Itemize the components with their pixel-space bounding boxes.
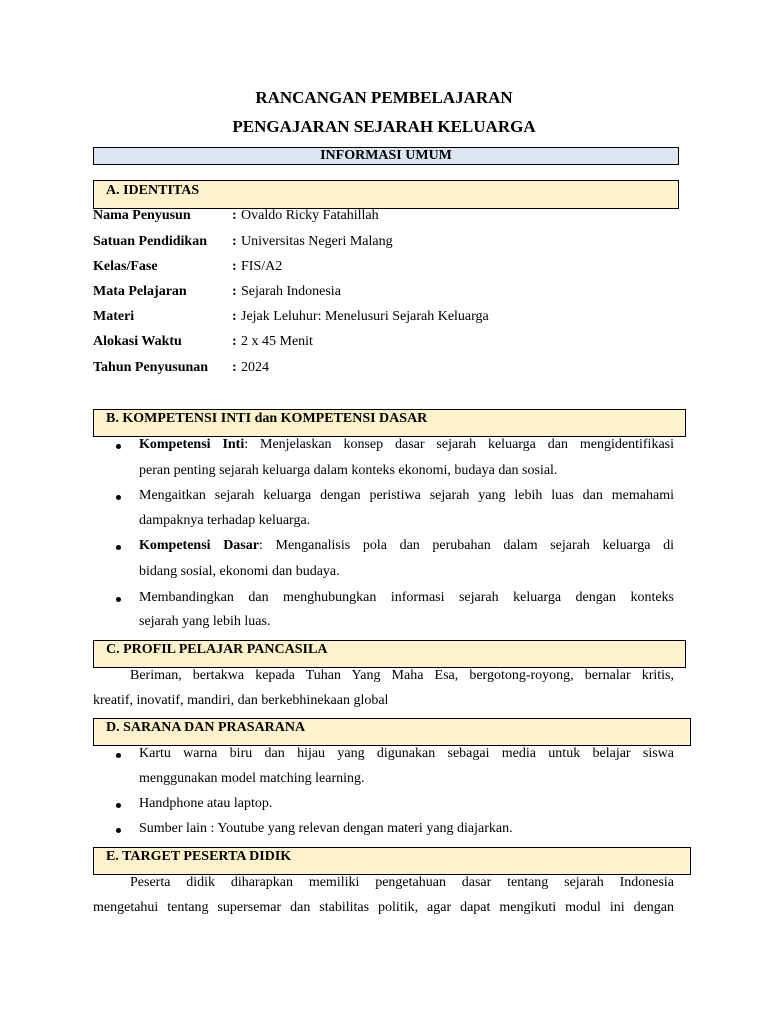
- competency-inti-text: : Menjelaskan konsep dasar sejarah keluarga dan mengidentifikasi: [244, 437, 674, 452]
- target-text: Peserta didik diharapkan memiliki pengetahuan dasar tentang sejarah Indonesia: [130, 875, 674, 890]
- identity-row: [93, 259, 693, 279]
- identity-value: Sejarah Indonesia: [241, 284, 341, 299]
- identity-row: [93, 208, 693, 228]
- bullet-icon: [116, 444, 121, 449]
- identity-colon: :: [232, 259, 237, 274]
- identity-value: Universitas Negeri Malang: [241, 234, 393, 249]
- identity-label: Mata Pelajaran: [93, 284, 187, 299]
- bullet-icon: [116, 803, 121, 808]
- identity-label: Materi: [93, 309, 135, 324]
- competency-dasar-label: Kompetensi Dasar: [139, 538, 259, 553]
- target-text-cont: mengetahui tentang supersemar dan stabilitas politik, agar dapat mengikuti modul ini dengan: [93, 900, 674, 915]
- competency-text-cont: dampaknya terhadap keluarga.: [139, 513, 311, 528]
- section-e-header: E. TARGET PESERTA DIDIK: [93, 847, 691, 875]
- competency-text: [139, 538, 674, 554]
- sarana-item: Kartu warna biru dan hijau yang digunakan sebagai media untuk belajar siswa: [139, 746, 674, 761]
- section-c-header: C. PROFIL PELAJAR PANCASILA: [93, 640, 686, 668]
- competency-text: Membandingkan dan menghubungkan informasi sejarah keluarga dengan konteks: [139, 590, 674, 605]
- identity-value: 2024: [241, 360, 269, 375]
- info-umum-header: INFORMASI UMUM: [93, 147, 679, 165]
- profil-text-cont: kreatif, inovatif, mandiri, dan berkebhinekaan global: [93, 693, 389, 708]
- competency-dasar-text-cont: bidang sosial, ekonomi dan budaya.: [139, 564, 340, 579]
- identity-colon: :: [232, 334, 237, 349]
- section-b-header: B. KOMPETENSI INTI dan KOMPETENSI DASAR: [93, 409, 686, 437]
- identity-value: Jejak Leluhur: Menelusuri Sejarah Keluarga: [241, 309, 489, 324]
- identity-row: [93, 360, 693, 380]
- bullet-icon: [116, 495, 121, 500]
- identity-label: Satuan Pendidikan: [93, 234, 207, 249]
- competency-text: Mengaitkan sejarah keluarga dengan peristiwa sejarah yang lebih luas dan memahami: [139, 488, 674, 503]
- section-d-header: D. SARANA DAN PRASARANA: [93, 718, 691, 746]
- profil-text: Beriman, bertakwa kepada Tuhan Yang Maha Esa, bergotong-royong, bernalar kritis,: [130, 668, 674, 683]
- identity-colon: :: [232, 208, 237, 223]
- identity-value: Ovaldo Ricky Fatahillah: [241, 208, 379, 223]
- competency-inti-text-cont: peran penting sejarah keluarga dalam konteks ekonomi, budaya dan sosial.: [139, 463, 558, 478]
- sarana-item-cont: menggunakan model matching learning.: [139, 771, 365, 786]
- identity-label: Tahun Penyusunan: [93, 360, 209, 375]
- section-a-header: A. IDENTITAS: [93, 180, 679, 209]
- identity-row: [93, 284, 693, 304]
- competency-text-cont: sejarah yang lebih luas.: [139, 614, 271, 629]
- bullet-icon: [116, 753, 121, 758]
- sarana-item: Sumber lain : Youtube yang relevan dengan materi yang diajarkan.: [139, 821, 513, 836]
- competency-dasar-text: : Menganalisis pola dan perubahan dalam sejarah keluarga di: [258, 538, 674, 553]
- identity-label: Nama Penyusun: [93, 208, 191, 223]
- identity-label: Alokasi Waktu: [93, 334, 182, 349]
- sarana-item: Handphone atau laptop.: [139, 796, 273, 811]
- identity-row: [93, 334, 693, 354]
- competency-inti-label: Kompetensi Inti: [139, 437, 245, 452]
- identity-row: [93, 234, 693, 254]
- bullet-icon: [116, 597, 121, 602]
- identity-colon: :: [232, 309, 237, 324]
- identity-value: FIS/A2: [241, 259, 283, 274]
- identity-colon: :: [232, 284, 237, 299]
- identity-colon: :: [232, 360, 237, 375]
- bullet-icon: [116, 828, 121, 833]
- identity-row: [93, 309, 693, 329]
- competency-text: [139, 437, 674, 453]
- doc-title-line1: RANCANGAN PEMBELAJARAN: [255, 88, 513, 107]
- bullet-icon: [116, 545, 121, 550]
- identity-colon: :: [232, 234, 237, 249]
- identity-label: Kelas/Fase: [93, 259, 158, 274]
- identity-value: 2 x 45 Menit: [241, 334, 313, 349]
- doc-title-line2: PENGAJARAN SEJARAH KELUARGA: [232, 117, 536, 136]
